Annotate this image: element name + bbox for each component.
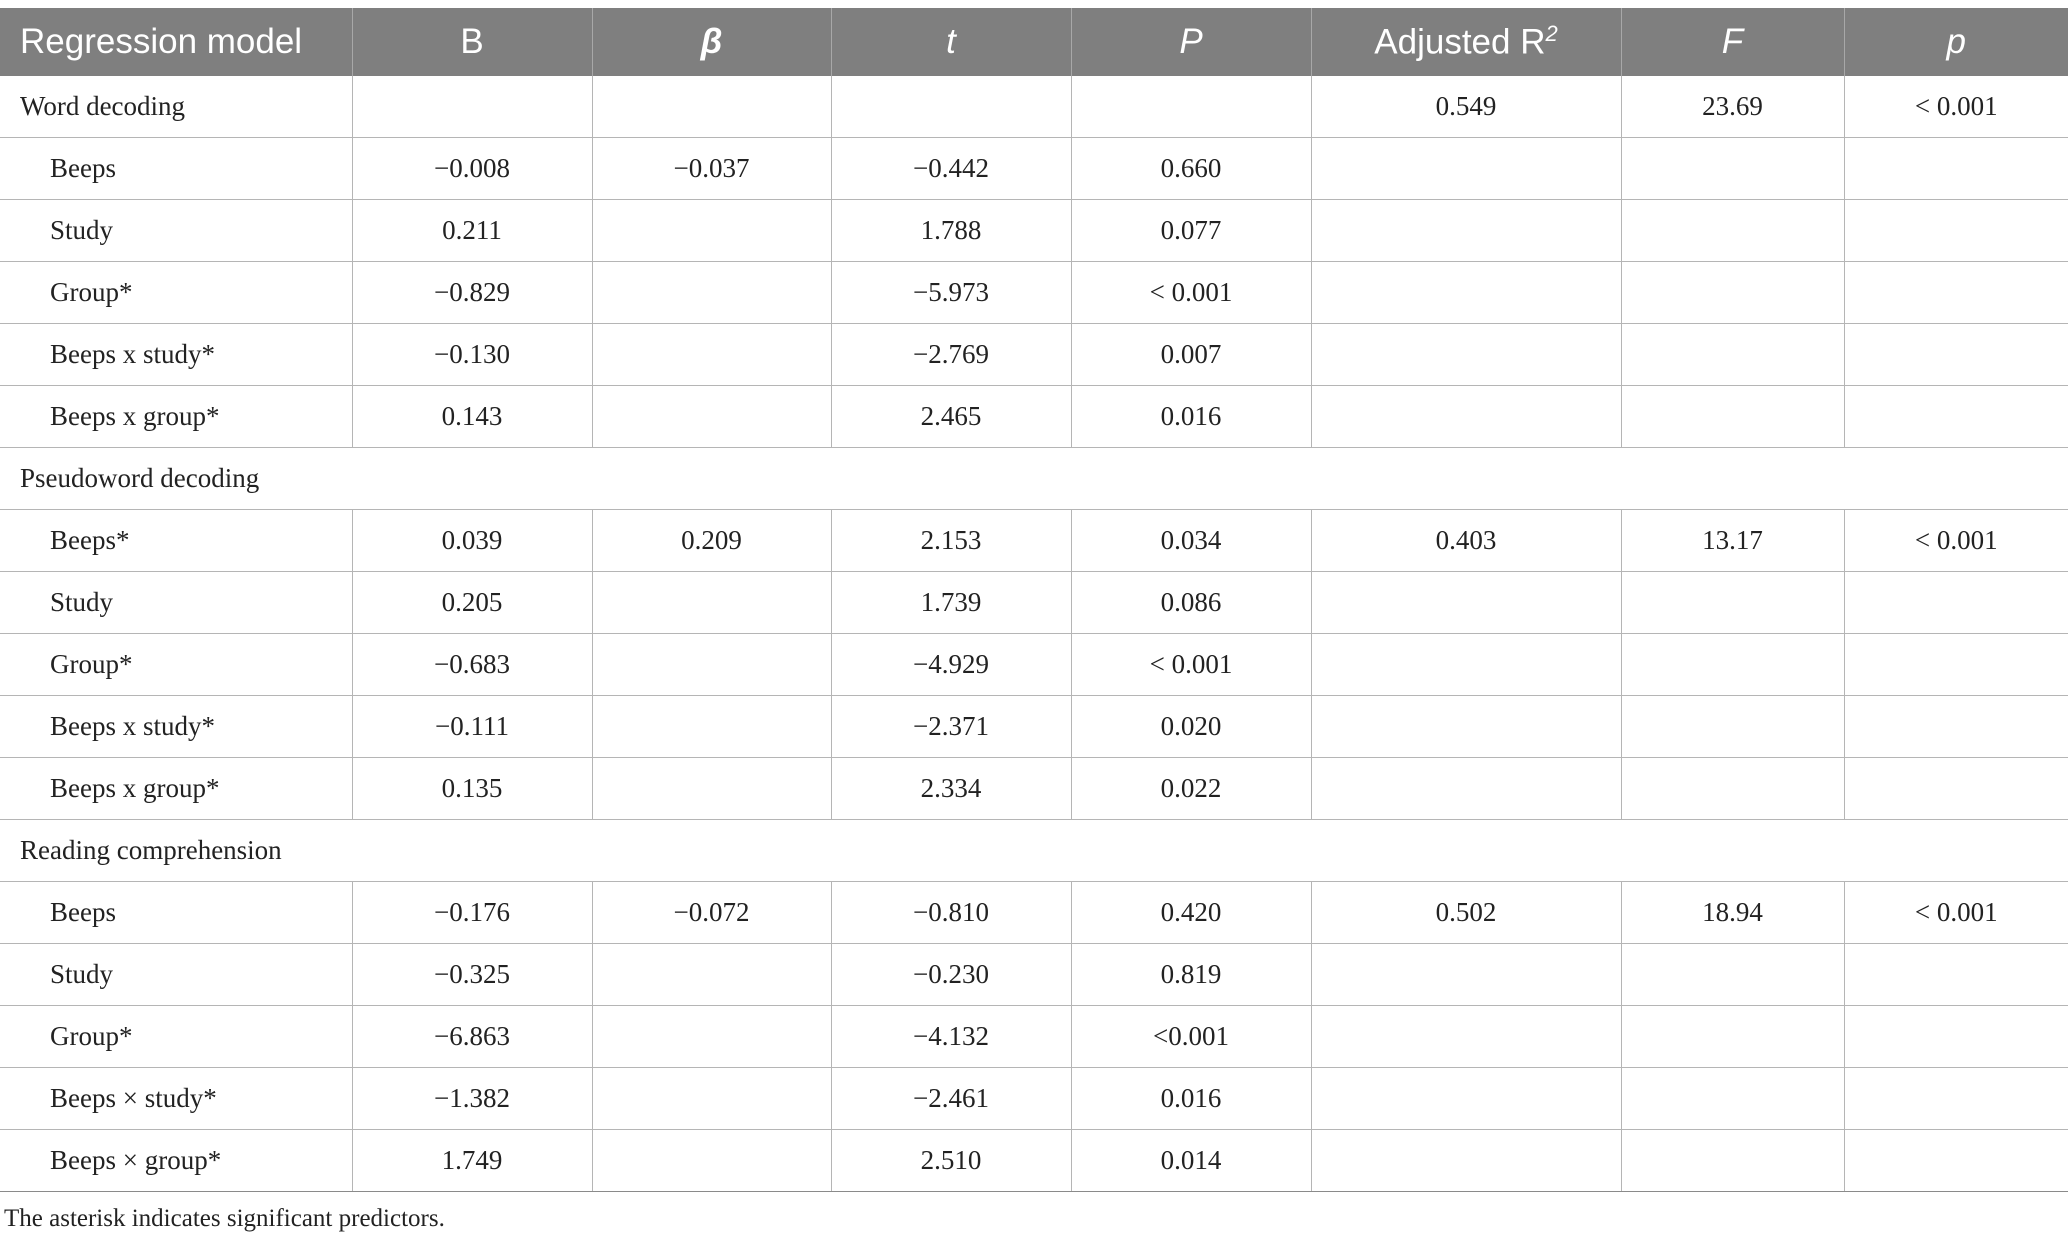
predictor-label: Beeps × group* — [0, 1130, 352, 1192]
group-row-pseudoword-decoding — [0, 448, 2068, 510]
cell-empty — [1844, 944, 2068, 1006]
predictor-label: Group* — [0, 1006, 352, 1068]
cell-empty — [1844, 572, 2068, 634]
cell-empty — [1621, 696, 1844, 758]
table-row — [0, 200, 2068, 262]
cell-b: 1.749 — [352, 1130, 592, 1192]
table-row — [0, 1006, 2068, 1068]
cell-beta — [592, 944, 831, 1006]
table-row — [0, 634, 2068, 696]
cell-adj-r2: 0.403 — [1311, 510, 1621, 572]
cell-p-value: 0.020 — [1071, 696, 1311, 758]
cell-empty — [1311, 138, 1621, 200]
cell-empty — [1844, 634, 2068, 696]
col-header-p-low-text: p — [1946, 22, 1966, 61]
predictor-label: Group* — [0, 262, 352, 324]
cell-empty — [1621, 572, 1844, 634]
cell-empty — [1844, 324, 2068, 386]
col-header-beta — [592, 8, 831, 76]
col-header-t-text: t — [946, 22, 956, 61]
cell-p: < 0.001 — [1844, 510, 2068, 572]
cell-b: −0.683 — [352, 634, 592, 696]
cell-t: −4.132 — [831, 1006, 1071, 1068]
cell-beta: 0.209 — [592, 510, 831, 572]
col-header-p-low — [1844, 8, 2068, 76]
table-row — [0, 882, 2068, 944]
predictor-label: Beeps x study* — [0, 696, 352, 758]
cell-empty — [1621, 1068, 1844, 1130]
cell-p-value: 0.016 — [1071, 386, 1311, 448]
table-row — [0, 758, 2068, 820]
col-header-p-cap — [1071, 8, 1311, 76]
cell-empty — [1844, 1006, 2068, 1068]
cell-empty — [1311, 758, 1621, 820]
cell-t: 2.465 — [831, 386, 1071, 448]
cell-b: −6.863 — [352, 1006, 592, 1068]
cell-empty — [1621, 944, 1844, 1006]
cell-empty — [1621, 324, 1844, 386]
cell-f: 18.94 — [1621, 882, 1844, 944]
col-header-adj-r2-sup: 2 — [1545, 21, 1558, 47]
cell-p-value: <0.001 — [1071, 1006, 1311, 1068]
cell-b: 0.143 — [352, 386, 592, 448]
cell-empty — [1844, 262, 2068, 324]
table-row — [0, 262, 2068, 324]
group-row-word-decoding — [0, 76, 2068, 138]
col-header-b: B — [352, 8, 592, 76]
cell-beta — [592, 1006, 831, 1068]
cell-b: −0.130 — [352, 324, 592, 386]
cell-t: −0.810 — [831, 882, 1071, 944]
cell-b: −0.008 — [352, 138, 592, 200]
cell-beta — [592, 262, 831, 324]
table-row — [0, 324, 2068, 386]
cell-empty — [1311, 634, 1621, 696]
cell-beta — [592, 1068, 831, 1130]
cell-p: < 0.001 — [1844, 882, 2068, 944]
cell-p-value: < 0.001 — [1071, 262, 1311, 324]
table-row — [0, 944, 2068, 1006]
cell-empty — [1311, 944, 1621, 1006]
predictor-label: Study — [0, 200, 352, 262]
cell-empty — [1311, 572, 1621, 634]
group-label: Word decoding — [0, 76, 352, 138]
cell-empty — [352, 76, 592, 138]
table-footnote: The asterisk indicates significant predictors. — [4, 1205, 445, 1232]
cell-adj-r2: 0.549 — [1311, 76, 1621, 138]
cell-empty — [1621, 262, 1844, 324]
predictor-label: Beeps — [0, 882, 352, 944]
cell-t: −0.230 — [831, 944, 1071, 1006]
cell-beta — [592, 758, 831, 820]
predictor-label: Study — [0, 572, 352, 634]
regression-table — [0, 8, 2068, 1192]
cell-beta — [592, 1130, 831, 1192]
cell-p-value: 0.819 — [1071, 944, 1311, 1006]
table-row — [0, 1130, 2068, 1192]
cell-beta: −0.037 — [592, 138, 831, 200]
cell-empty — [1844, 1068, 2068, 1130]
cell-beta — [592, 572, 831, 634]
cell-t: 1.788 — [831, 200, 1071, 262]
cell-p-value: 0.016 — [1071, 1068, 1311, 1130]
cell-empty — [1071, 76, 1311, 138]
cell-b: 0.211 — [352, 200, 592, 262]
cell-b: −0.829 — [352, 262, 592, 324]
cell-empty — [1311, 696, 1621, 758]
cell-t: −0.442 — [831, 138, 1071, 200]
cell-beta: −0.072 — [592, 882, 831, 944]
cell-empty — [1311, 262, 1621, 324]
cell-empty — [1311, 324, 1621, 386]
cell-t: −5.973 — [831, 262, 1071, 324]
predictor-label: Beeps* — [0, 510, 352, 572]
cell-p-value: 0.034 — [1071, 510, 1311, 572]
cell-empty — [1311, 1006, 1621, 1068]
cell-p-value: 0.086 — [1071, 572, 1311, 634]
cell-t: 2.510 — [831, 1130, 1071, 1192]
col-header-adj-r2 — [1311, 8, 1621, 76]
header-row — [0, 8, 2068, 76]
col-header-f-text: F — [1721, 22, 1744, 61]
cell-b: 0.039 — [352, 510, 592, 572]
col-header-f — [1621, 8, 1844, 76]
group-row-reading-comprehension — [0, 820, 2068, 882]
cell-beta — [592, 634, 831, 696]
cell-b: −0.176 — [352, 882, 592, 944]
cell-t: 1.739 — [831, 572, 1071, 634]
cell-f: 13.17 — [1621, 510, 1844, 572]
table-row — [0, 386, 2068, 448]
col-header-p-cap-text: P — [1179, 22, 1203, 61]
cell-p-value: 0.420 — [1071, 882, 1311, 944]
col-header-adj-r2-text: Adjusted R — [1374, 22, 1546, 62]
cell-empty — [1621, 138, 1844, 200]
cell-p-value: 0.077 — [1071, 200, 1311, 262]
table-row — [0, 572, 2068, 634]
cell-t: 2.153 — [831, 510, 1071, 572]
cell-empty — [1621, 200, 1844, 262]
cell-b: −1.382 — [352, 1068, 592, 1130]
cell-p: < 0.001 — [1844, 76, 2068, 138]
cell-empty — [1311, 386, 1621, 448]
table-row — [0, 1068, 2068, 1130]
cell-beta — [592, 386, 831, 448]
col-header-model: Regression model — [0, 8, 352, 76]
table-row — [0, 138, 2068, 200]
col-header-beta-text: β — [700, 22, 723, 61]
cell-b: 0.135 — [352, 758, 592, 820]
cell-p-value: < 0.001 — [1071, 634, 1311, 696]
cell-t: −4.929 — [831, 634, 1071, 696]
predictor-label: Beeps — [0, 138, 352, 200]
table-row — [0, 510, 2068, 572]
group-label: Reading comprehension — [0, 820, 2068, 882]
predictor-label: Beeps x group* — [0, 758, 352, 820]
cell-t: −2.371 — [831, 696, 1071, 758]
cell-empty — [1621, 386, 1844, 448]
cell-empty — [1844, 1130, 2068, 1192]
predictor-label: Beeps x study* — [0, 324, 352, 386]
predictor-label: Study — [0, 944, 352, 1006]
cell-empty — [592, 76, 831, 138]
predictor-label: Group* — [0, 634, 352, 696]
cell-empty — [1311, 1130, 1621, 1192]
cell-beta — [592, 696, 831, 758]
cell-p-value: 0.022 — [1071, 758, 1311, 820]
cell-adj-r2: 0.502 — [1311, 882, 1621, 944]
cell-f: 23.69 — [1621, 76, 1844, 138]
cell-p-value: 0.660 — [1071, 138, 1311, 200]
cell-empty — [1844, 696, 2068, 758]
cell-empty — [1311, 1068, 1621, 1130]
cell-b: −0.111 — [352, 696, 592, 758]
cell-p-value: 0.014 — [1071, 1130, 1311, 1192]
cell-empty — [1621, 634, 1844, 696]
cell-t: −2.461 — [831, 1068, 1071, 1130]
cell-t: 2.334 — [831, 758, 1071, 820]
predictor-label: Beeps x group* — [0, 386, 352, 448]
cell-empty — [1844, 200, 2068, 262]
cell-empty — [1621, 1130, 1844, 1192]
cell-empty — [1844, 138, 2068, 200]
cell-beta — [592, 200, 831, 262]
cell-empty — [1621, 1006, 1844, 1068]
cell-p-value: 0.007 — [1071, 324, 1311, 386]
cell-b: 0.205 — [352, 572, 592, 634]
cell-t: −2.769 — [831, 324, 1071, 386]
cell-b: −0.325 — [352, 944, 592, 1006]
table-row — [0, 696, 2068, 758]
group-label: Pseudoword decoding — [0, 448, 2068, 510]
predictor-label: Beeps × study* — [0, 1068, 352, 1130]
cell-empty — [1844, 758, 2068, 820]
col-header-t — [831, 8, 1071, 76]
cell-empty — [1311, 200, 1621, 262]
cell-beta — [592, 324, 831, 386]
cell-empty — [831, 76, 1071, 138]
cell-empty — [1621, 758, 1844, 820]
cell-empty — [1844, 386, 2068, 448]
